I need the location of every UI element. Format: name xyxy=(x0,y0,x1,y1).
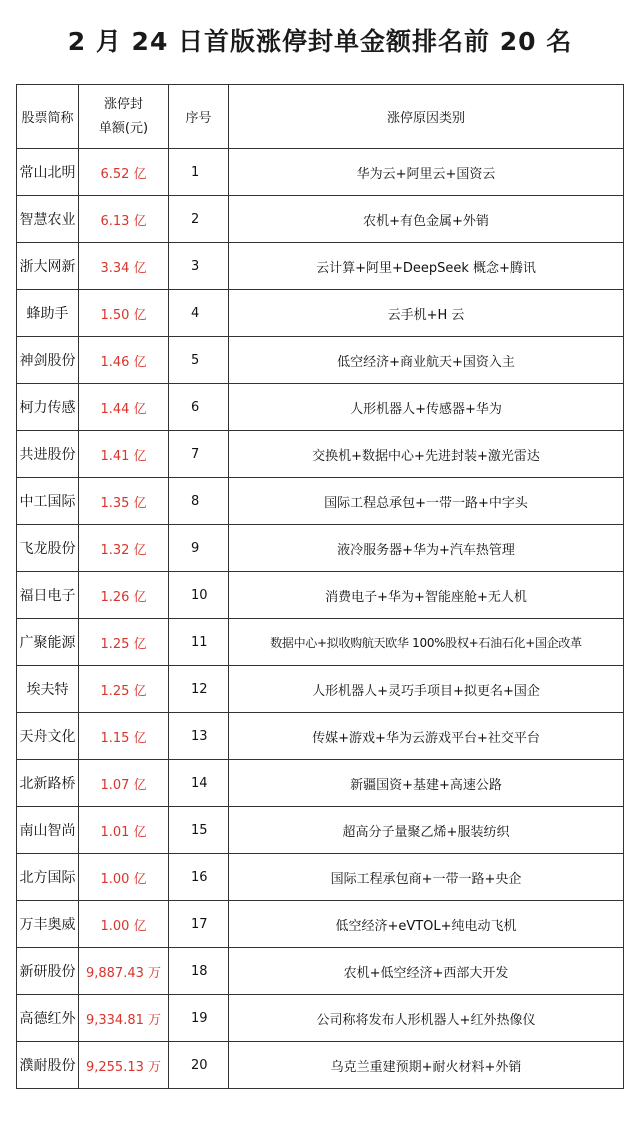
rank-cell: 6 xyxy=(169,384,229,431)
seal-amount-cell: 1.00 亿 xyxy=(79,901,169,948)
seal-amount-cell: 1.32 亿 xyxy=(79,525,169,572)
table-row xyxy=(17,901,624,948)
reason-cell: 液冷服务器+华为+汽车热管理 xyxy=(229,525,624,572)
table-row xyxy=(17,478,624,525)
reason-cell: 云计算+阿里+DeepSeek 概念+腾讯 xyxy=(229,243,624,290)
reason-cell: 国际工程承包商+一带一路+央企 xyxy=(229,854,624,901)
table-row xyxy=(17,807,624,854)
reason-cell: 公司称将发布人形机器人+红外热像仪 xyxy=(229,995,624,1042)
seal-amount-cell: 1.25 亿 xyxy=(79,666,169,713)
rank-cell: 8 xyxy=(169,478,229,525)
rank-cell: 5 xyxy=(169,337,229,384)
rank-cell: 13 xyxy=(169,713,229,760)
seal-amount-cell: 1.41 亿 xyxy=(79,431,169,478)
seal-amount-cell: 9,334.81 万 xyxy=(79,995,169,1042)
table-row xyxy=(17,760,624,807)
reason-cell: 交换机+数据中心+先进封装+激光雷达 xyxy=(229,431,624,478)
table-row xyxy=(17,149,624,196)
stock-name-cell: 埃夫特 xyxy=(17,666,79,713)
seal-amount-cell: 1.00 亿 xyxy=(79,854,169,901)
table-row xyxy=(17,337,624,384)
seal-amount-cell: 6.13 亿 xyxy=(79,196,169,243)
rank-cell: 1 xyxy=(169,149,229,196)
stock-name-cell: 智慧农业 xyxy=(17,196,79,243)
reason-cell: 人形机器人+灵巧手项目+拟更名+国企 xyxy=(229,666,624,713)
rank-cell: 20 xyxy=(169,1042,229,1089)
reason-cell: 华为云+阿里云+国资云 xyxy=(229,149,624,196)
stock-name-cell: 北方国际 xyxy=(17,854,79,901)
reason-cell: 低空经济+eVTOL+纯电动飞机 xyxy=(229,901,624,948)
table-row xyxy=(17,619,624,666)
seal-amount-cell: 9,255.13 万 xyxy=(79,1042,169,1089)
seal-amount-cell: 1.07 亿 xyxy=(79,760,169,807)
stock-name-cell: 福日电子 xyxy=(17,572,79,619)
seal-amount-cell: 9,887.43 万 xyxy=(79,948,169,995)
header-rank: 序号 xyxy=(169,85,229,149)
seal-amount-cell: 1.01 亿 xyxy=(79,807,169,854)
reason-cell: 国际工程总承包+一带一路+中字头 xyxy=(229,478,624,525)
rank-cell: 4 xyxy=(169,290,229,337)
reason-cell: 新疆国资+基建+高速公路 xyxy=(229,760,624,807)
stock-name-cell: 万丰奥威 xyxy=(17,901,79,948)
rank-cell: 14 xyxy=(169,760,229,807)
stock-name-cell: 濮耐股份 xyxy=(17,1042,79,1089)
reason-cell: 超高分子量聚乙烯+服装纺织 xyxy=(229,807,624,854)
table-row xyxy=(17,525,624,572)
table-row xyxy=(17,290,624,337)
stock-name-cell: 飞龙股份 xyxy=(17,525,79,572)
rank-cell: 18 xyxy=(169,948,229,995)
reason-cell: 农机+低空经济+西部大开发 xyxy=(229,948,624,995)
stock-name-cell: 新研股份 xyxy=(17,948,79,995)
rank-cell: 19 xyxy=(169,995,229,1042)
reason-cell: 数据中心+拟收购航天欧华 100%股权+石油石化+国企改革 xyxy=(229,619,624,666)
stock-name-cell: 天舟文化 xyxy=(17,713,79,760)
reason-cell: 云手机+H 云 xyxy=(229,290,624,337)
seal-amount-cell: 6.52 亿 xyxy=(79,149,169,196)
table-row xyxy=(17,243,624,290)
stock-name-cell: 蜂助手 xyxy=(17,290,79,337)
table-row xyxy=(17,196,624,243)
rank-cell: 7 xyxy=(169,431,229,478)
header-seal-amount-line2: 单额(元) xyxy=(98,120,149,136)
table-row xyxy=(17,948,624,995)
stock-name-cell: 常山北明 xyxy=(17,149,79,196)
rank-cell: 17 xyxy=(169,901,229,948)
reason-cell: 人形机器人+传感器+华为 xyxy=(229,384,624,431)
stock-name-cell: 南山智尚 xyxy=(17,807,79,854)
table-row xyxy=(17,431,624,478)
reason-cell: 乌克兰重建预期+耐火材料+外销 xyxy=(229,1042,624,1089)
stock-name-cell: 神剑股份 xyxy=(17,337,79,384)
stock-name-cell: 高德红外 xyxy=(17,995,79,1042)
seal-amount-cell: 3.34 亿 xyxy=(79,243,169,290)
table-header-row xyxy=(17,85,624,149)
seal-amount-cell: 1.46 亿 xyxy=(79,337,169,384)
table-row xyxy=(17,384,624,431)
rank-cell: 2 xyxy=(169,196,229,243)
page-title: 2 月 24 日首版涨停封单金额排名前 20 名 xyxy=(67,27,573,56)
rank-cell: 12 xyxy=(169,666,229,713)
table-row xyxy=(17,995,624,1042)
seal-amount-cell: 1.25 亿 xyxy=(79,619,169,666)
header-stock-name: 股票简称 xyxy=(17,85,79,149)
seal-amount-cell: 1.15 亿 xyxy=(79,713,169,760)
stock-name-cell: 中工国际 xyxy=(17,478,79,525)
table-row xyxy=(17,1042,624,1089)
rank-cell: 11 xyxy=(169,619,229,666)
stock-name-cell: 共进股份 xyxy=(17,431,79,478)
rank-cell: 3 xyxy=(169,243,229,290)
stock-name-cell: 浙大网新 xyxy=(17,243,79,290)
rank-cell: 9 xyxy=(169,525,229,572)
stock-name-cell: 广聚能源 xyxy=(17,619,79,666)
table-row xyxy=(17,666,624,713)
seal-amount-cell: 1.50 亿 xyxy=(79,290,169,337)
table-row xyxy=(17,572,624,619)
reason-cell: 农机+有色金属+外销 xyxy=(229,196,624,243)
table-row xyxy=(17,854,624,901)
seal-amount-cell: 1.26 亿 xyxy=(79,572,169,619)
rank-cell: 10 xyxy=(169,572,229,619)
reason-cell: 低空经济+商业航天+国资入主 xyxy=(229,337,624,384)
stock-name-cell: 柯力传感 xyxy=(17,384,79,431)
rank-cell: 16 xyxy=(169,854,229,901)
table-row xyxy=(17,713,624,760)
header-seal-amount xyxy=(79,85,169,149)
seal-amount-cell: 1.44 亿 xyxy=(79,384,169,431)
rank-cell: 15 xyxy=(169,807,229,854)
reason-cell: 消费电子+华为+智能座舱+无人机 xyxy=(229,572,624,619)
header-reason: 涨停原因类别 xyxy=(229,85,624,149)
stock-name-cell: 北新路桥 xyxy=(17,760,79,807)
header-seal-amount-line1: 涨停封 xyxy=(103,96,143,112)
seal-amount-cell: 1.35 亿 xyxy=(79,478,169,525)
ranking-table xyxy=(16,84,624,1089)
reason-cell: 传媒+游戏+华为云游戏平台+社交平台 xyxy=(229,713,624,760)
